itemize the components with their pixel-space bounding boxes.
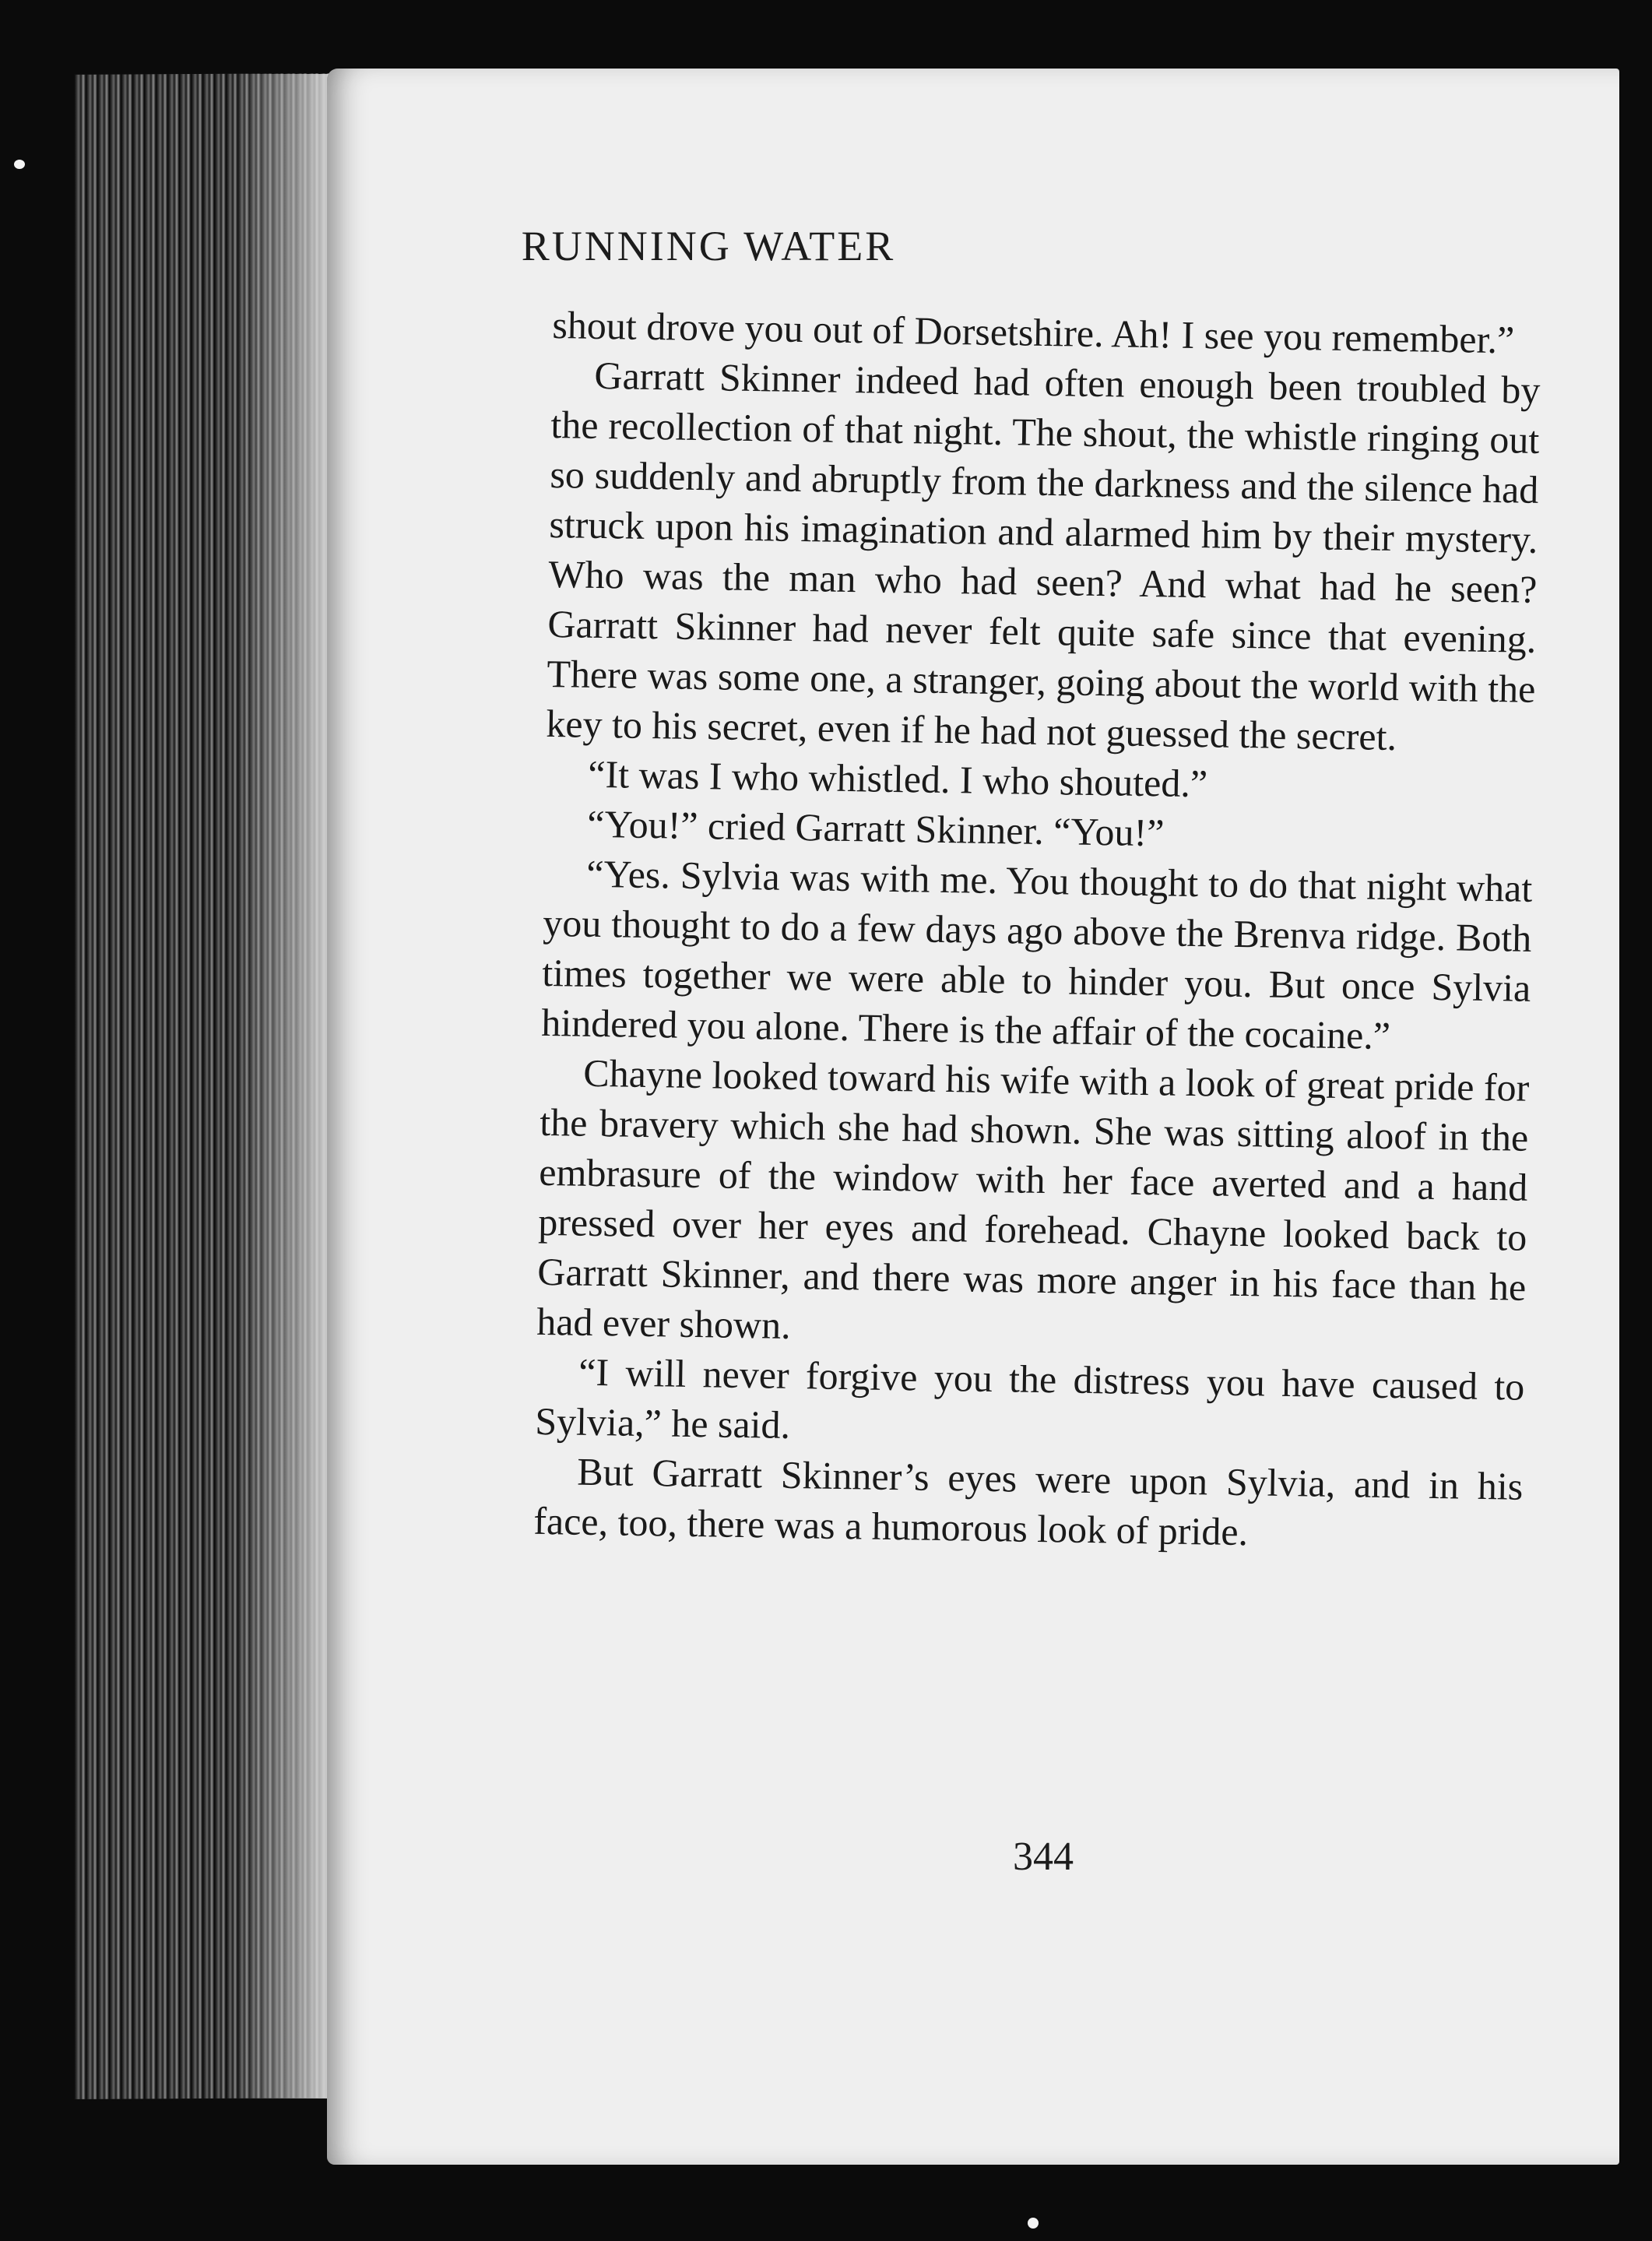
paragraph: Chayne looked toward his wife with a look of great pride for the bravery which she had shown. She was sitting aloof in the embrasure of the window with her face averted and a hand pressed over her eyes and forehead. Chayne looked back to Garratt Skinner, and there was more anger in his face than he had ever shown. (536, 1050, 1530, 1347)
paragraph: Garratt Skinner indeed had often enough been troubled by the recollection of that night. The shout, the whistle ringing out so suddenly and abruptly from the darkness and the silence had struck upon his imagination and alarmed him by their mystery. Who was the man who had seen? And what had he seen? Garratt Skinner had never felt quite safe since that evening. There was some one, a stranger, going about the world with the key to his secret, even if he had not guessed the secret. (546, 353, 1541, 759)
page-edge-shadow (234, 74, 335, 2099)
paragraph: But Garratt Skinner’s eyes were upon Sylvia, and in his face, too, there was a humorous look of pride. (533, 1449, 1524, 1554)
scan-speck (1028, 2218, 1039, 2229)
scan-speck (14, 160, 25, 169)
paragraph: “Yes. Sylvia was with me. You thought to do that night what you thought to do a few days ago above the Brenva ridge. Both times together we were able to hinder you. But once Sylvia hindered you alone. There is the affair of the cocaine.” (540, 851, 1533, 1058)
paragraph: “It was I who whistled. I who shouted.” (588, 751, 1208, 806)
page-number: 344 (1013, 1835, 1074, 1879)
paragraph: “You!” cried Garratt Skinner. “You!” (586, 801, 1165, 855)
paragraph: shout drove you out of Dorsetshire. Ah! I see you remember.” (552, 302, 1515, 362)
body-text (533, 300, 1541, 1561)
paragraph: “I will never forgive you the distress you have caused to Sylvia,” he said. (534, 1349, 1525, 1447)
running-head: RUNNING WATER (521, 223, 896, 269)
